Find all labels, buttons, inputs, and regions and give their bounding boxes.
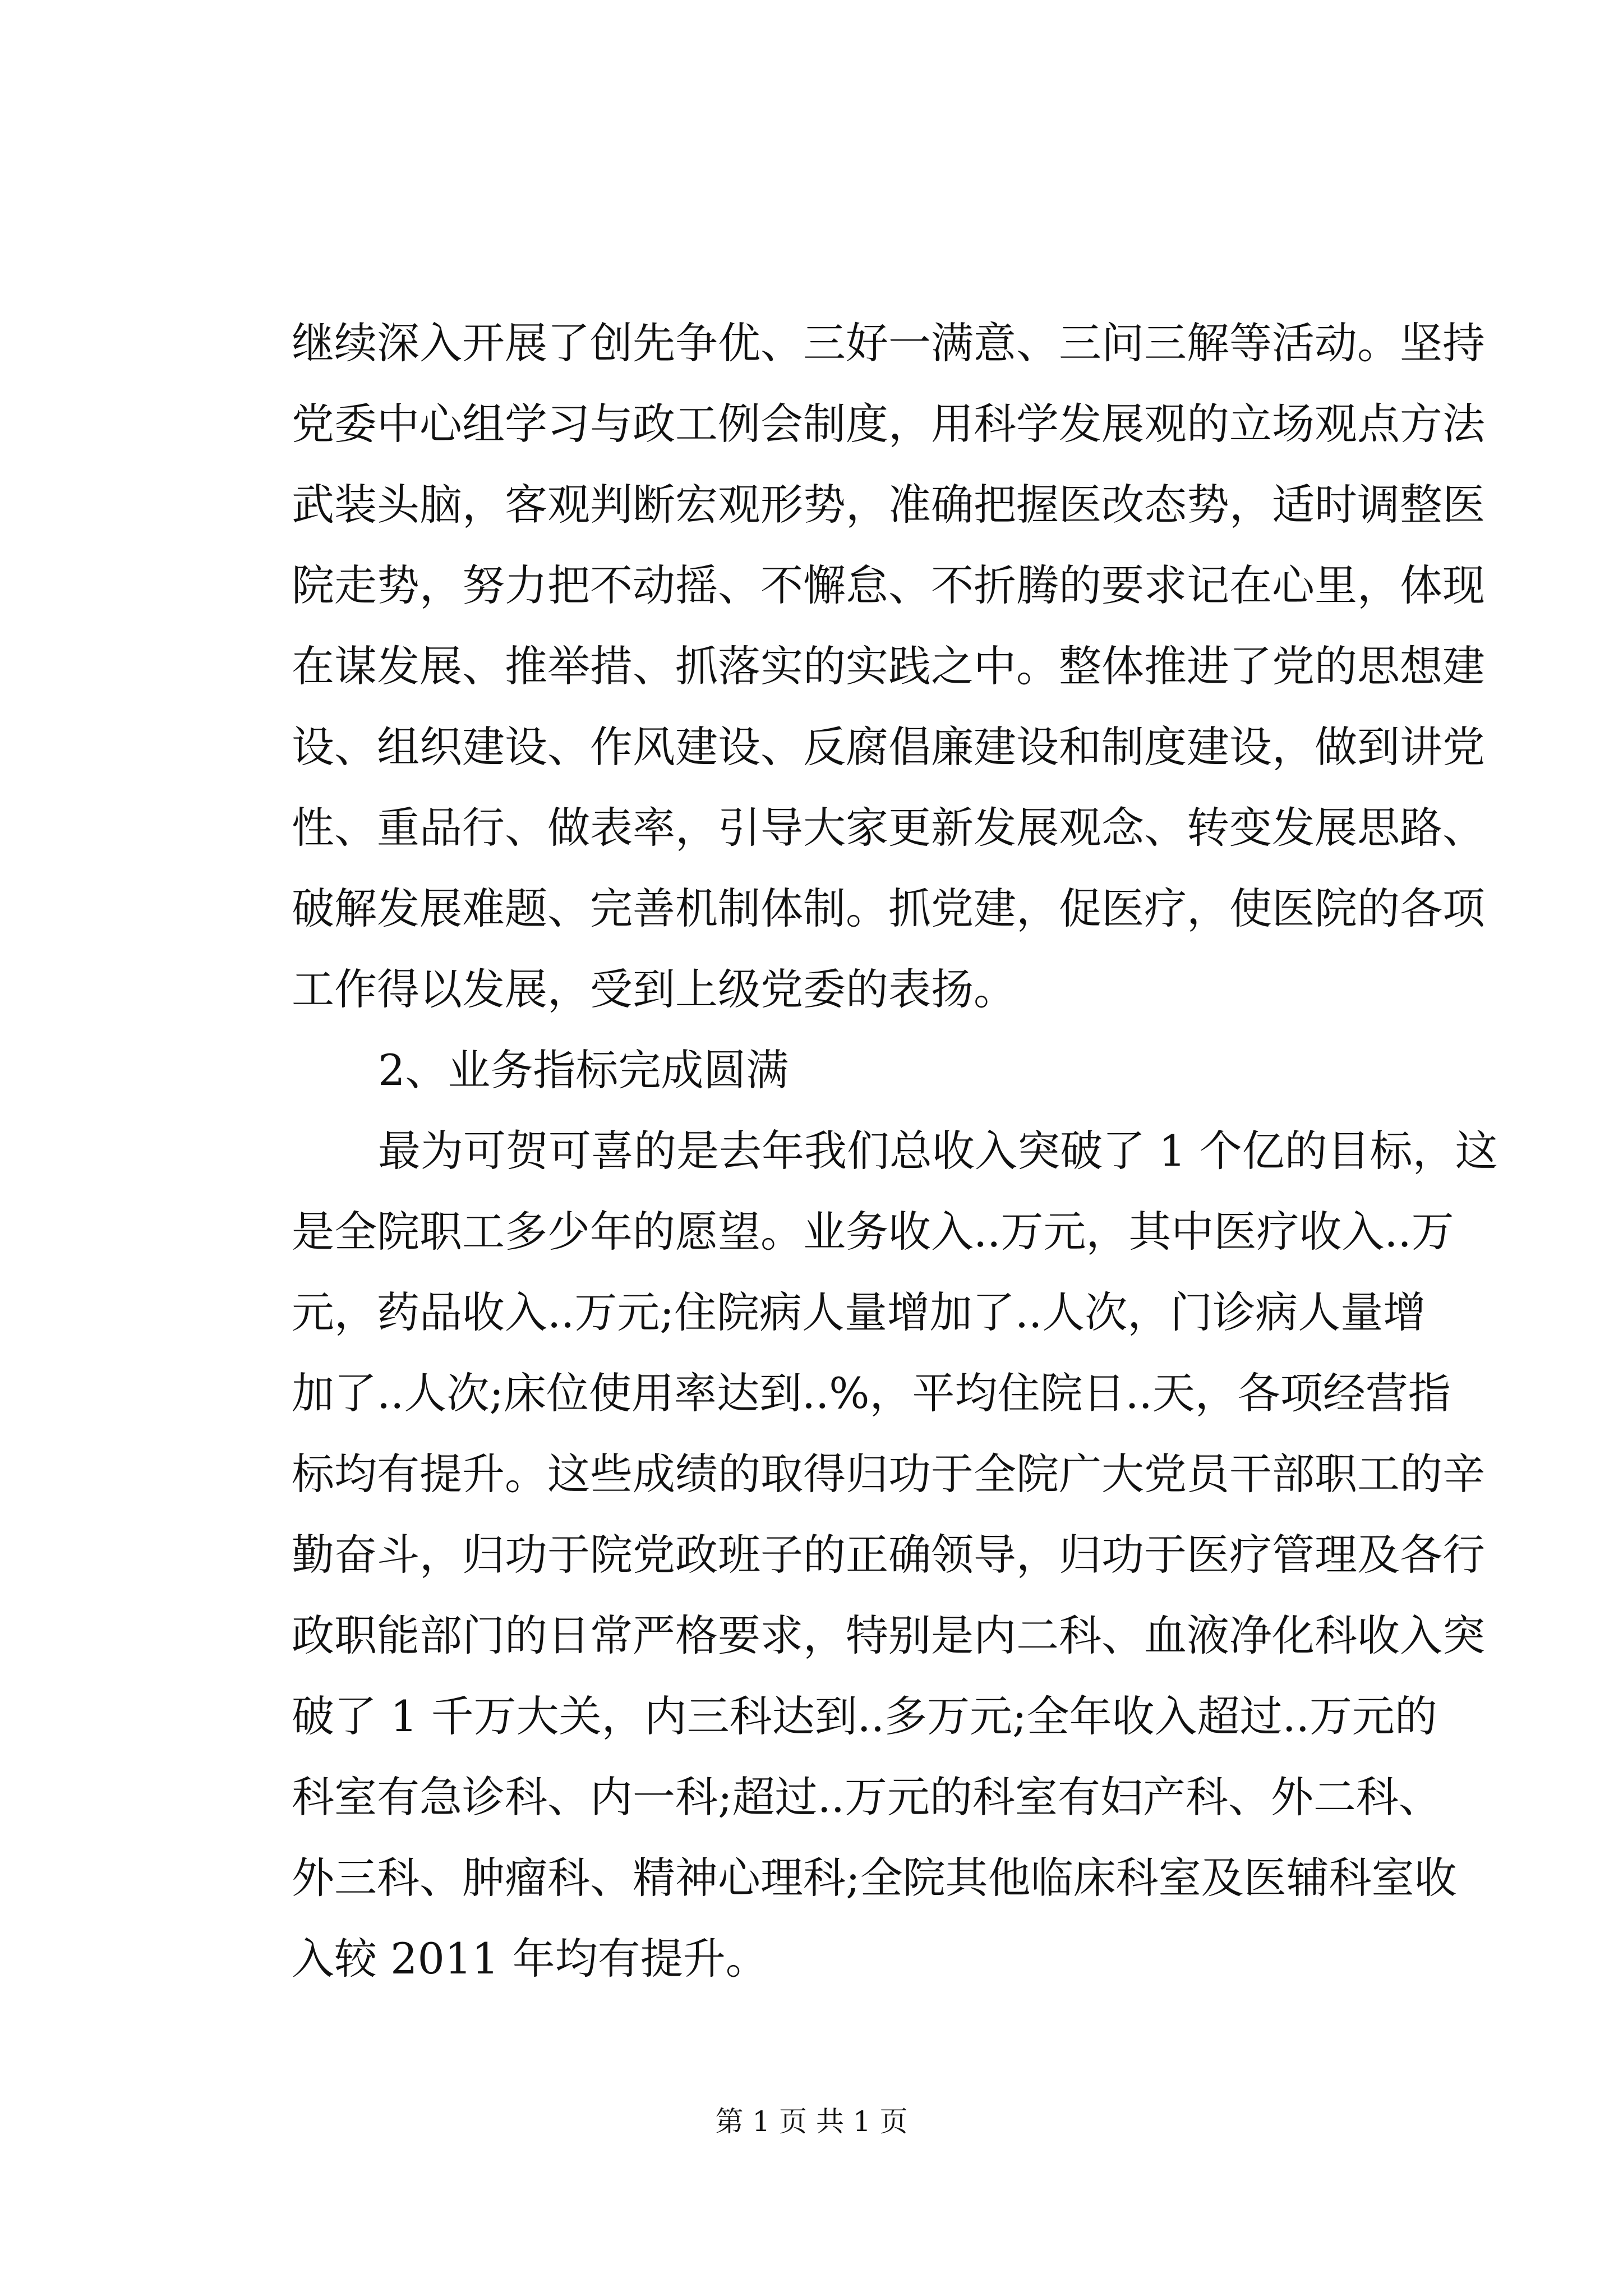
body-text xyxy=(292,303,1498,1999)
text-line: 入较 2011 年均有提升。 xyxy=(292,1934,768,1984)
text-line: 破了 1 千万大关，内三科达到..多万元;全年收入超过..万元的 xyxy=(292,1691,1437,1741)
text-line: 工作得以发展，受到上级党委的表扬。 xyxy=(292,964,1016,1014)
text-line: 破解发展难题、完善机制体制。抓党建，促医疗，使医院的各项 xyxy=(292,884,1485,933)
text-line: 在谋发展、推举措、抓落实的实践之中。整体推进了党的思想建 xyxy=(292,641,1485,691)
text-line: 设、组织建设、作风建设、反腐倡廉建设和制度建设，做到讲党 xyxy=(292,722,1485,772)
text-line: 最为可贺可喜的是去年我们总收入突破了 1 个亿的目标，这 xyxy=(378,1126,1498,1176)
text-line: 院走势，努力把不动摇、不懈怠、不折腾的要求记在心里，体现 xyxy=(292,560,1485,610)
text-line: 勤奋斗，归功于院党政班子的正确领导，归功于医疗管理及各行 xyxy=(292,1530,1485,1580)
text-line: 党委中心组学习与政工例会制度，用科学发展观的立场观点方法 xyxy=(292,399,1485,449)
text-line: 政职能部门的日常严格要求，特别是内二科、血液净化科收入突 xyxy=(292,1611,1485,1660)
text-line: 外三科、肿瘤科、精神心理科;全院其他临床科室及医辅科室收 xyxy=(292,1853,1457,1903)
text-line: 继续深入开展了创先争优、三好一满意、三问三解等活动。坚持 xyxy=(292,318,1485,368)
text-line: 性、重品行、做表率，引导大家更新发展观念、转变发展思路、 xyxy=(292,803,1485,853)
text-line: 科室有急诊科、内一科;超过..万元的科室有妇产科、外二科、 xyxy=(292,1772,1441,1822)
text-line: 元，药品收入..万元;住院病人量增加了..人次，门诊病人量增 xyxy=(292,1287,1426,1337)
text-line: 加了..人次;床位使用率达到..%，平均住院日..天，各项经营指 xyxy=(292,1368,1451,1418)
text-line: 武装头脑，客观判断宏观形势，准确把握医改态势，适时调整医 xyxy=(292,480,1485,530)
page-number: 第 1 页 共 1 页 xyxy=(715,2105,908,2138)
section-heading: 2、业务指标完成圆满 xyxy=(378,1045,789,1095)
text-line: 是全院职工多少年的愿望。业务收入..万元，其中医疗收入..万 xyxy=(292,1207,1454,1257)
text-line: 标均有提升。这些成绩的取得归功于全院广大党员干部职工的辛 xyxy=(292,1449,1485,1499)
